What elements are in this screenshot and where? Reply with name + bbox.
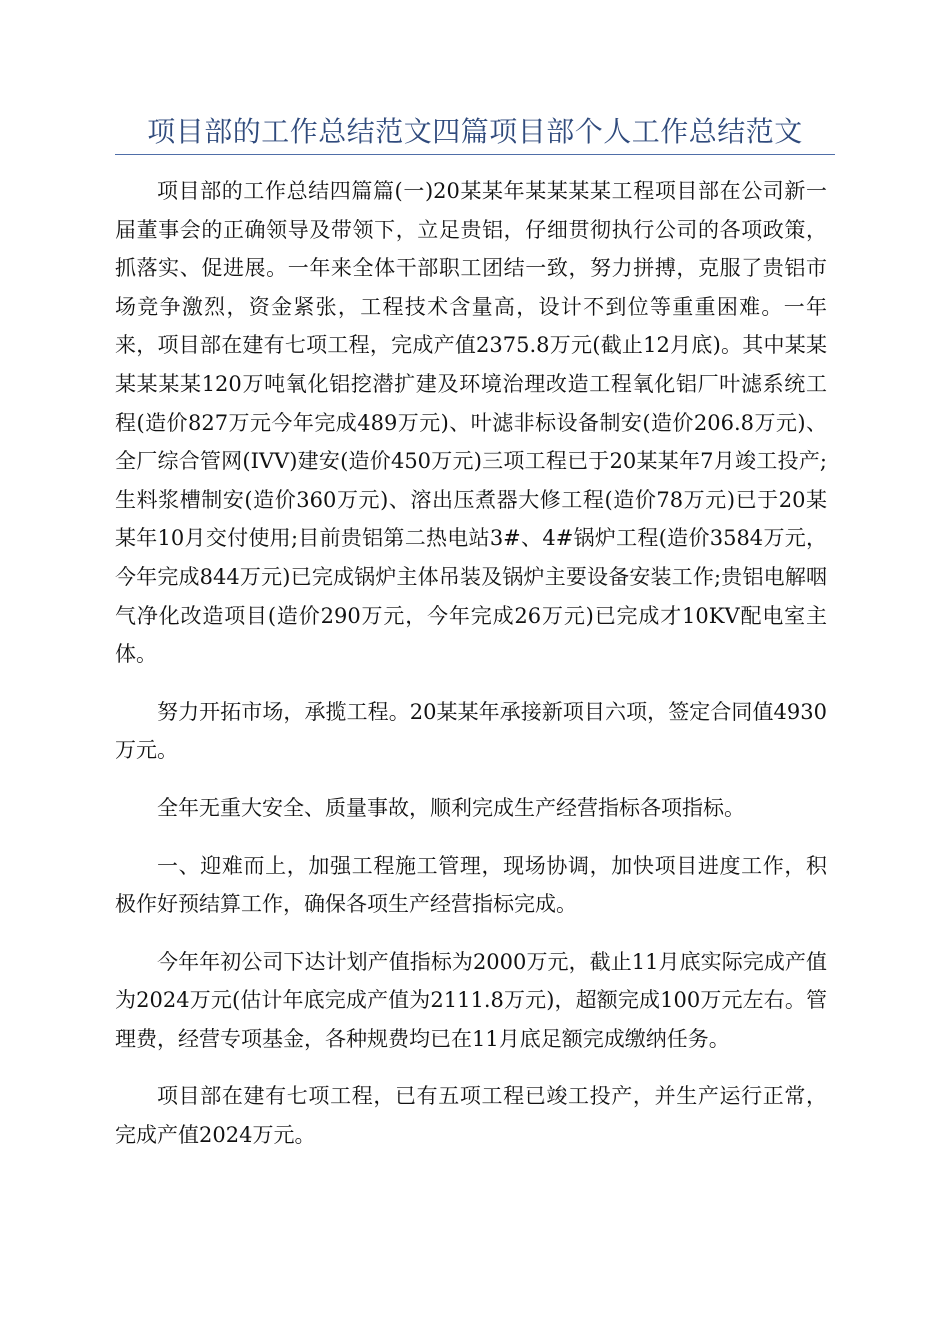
document-title: 项目部的工作总结范文四篇项目部个人工作总结范文 — [147, 115, 803, 148]
paragraph-projects-status: 项目部在建有七项工程，已有五项工程已竣工投产，并生产运行正常，完成产值2024万元。 — [115, 1084, 827, 1148]
paragraph-safety: 全年无重大安全、质量事故，顺利完成生产经营指标各项指标。 — [157, 795, 745, 820]
document-body — [115, 172, 827, 1174]
paragraph-output-target: 今年年初公司下达计划产值指标为2000万元，截止11月底实际完成产值为2024万元(估计年底完成产值为2111.8万元)，超额完成100万元左右。管理费，经营专项基金，各种规费均已在11月底足额完成缴纳任务。 — [115, 949, 827, 1051]
paragraph-market: 努力开拓市场，承揽工程。20某某年承接新项目六项，签定合同值4930万元。 — [115, 699, 827, 763]
paragraph-intro: 项目部的工作总结四篇篇(一)20某某年某某某某工程项目部在公司新一届董事会的正确领导及带领下，立足贵铝，仔细贯彻执行公司的各项政策，抓落实、促进展。一年来全体干部职工团结一致，努力拼搏，克服了贵铝市场竞争激烈，资金紧张，工程技术含量高，设计不到位等重重困难。一年来，项目部在建有七项工程，完成产值2375.8万元(截止12月底)。其中某某某某某某120万吨氧化铝挖潜扩建及环境治理改造工程氧化铝厂叶滤系统工程(造价827万元今年完成489万元)、叶滤非标设备制安(造价206.8万元)、全厂综合管网(IVV)建安(造价450万元)三项工程已于20某某年7月竣工投产;生料浆槽制安(造价360万元)、溶出压煮器大修工程(造价78万元)已于20某某年10月交付使用;目前贵铝第二热电站3#、4#锅炉工程(造价3584万元，今年完成844万元)已完成锅炉主体吊装及锅炉主要设备安装工作;贵铝电解咽气净化改造项目(造价290万元，今年完成26万元)已完成才10KV配电室主体。 — [115, 179, 827, 667]
paragraph-section-one: 一、迎难而上，加强工程施工管理，现场协调，加快项目进度工作，积极作好预结算工作，确保各项生产经营指标完成。 — [115, 853, 827, 917]
title-underline — [115, 154, 835, 155]
